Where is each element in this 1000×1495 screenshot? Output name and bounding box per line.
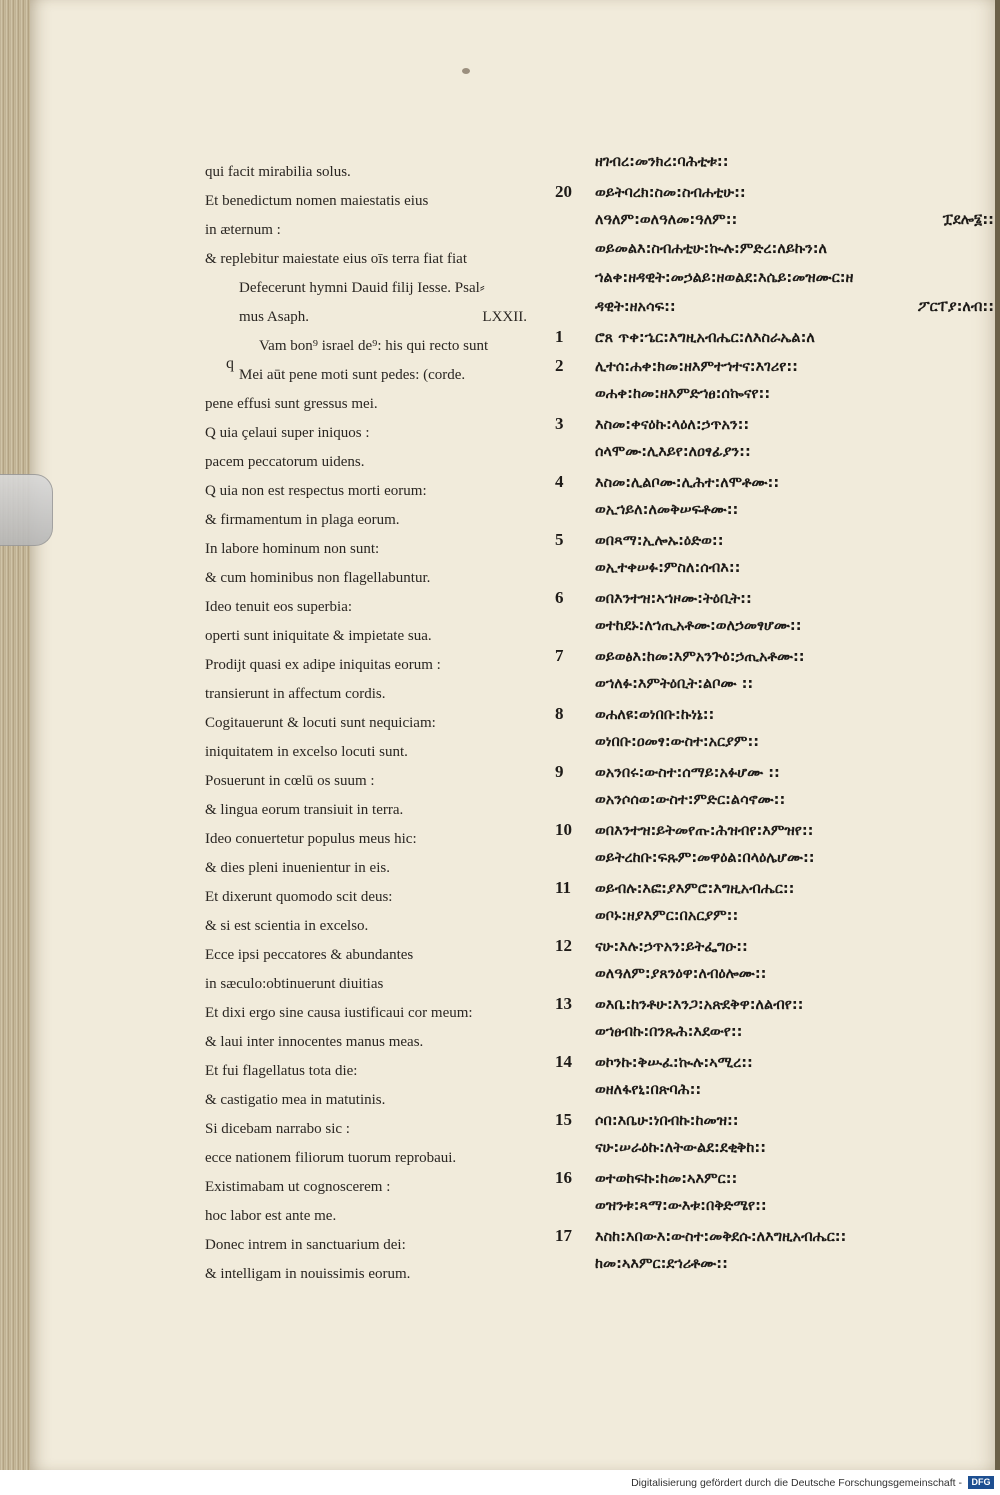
latin-line [205, 970, 535, 999]
initial-letter-guide: q [226, 355, 234, 372]
latin-line [205, 883, 535, 912]
page-tab [0, 474, 53, 546]
latin-line [205, 854, 535, 883]
verse-number: 10 [555, 820, 572, 839]
latin-line-text: Existimabam ut cognoscerem : [205, 1179, 391, 1195]
latin-line-text: Q uia çelaui super iniquos : [205, 425, 370, 441]
ethiopic-line [555, 1250, 1000, 1279]
latin-line [205, 1173, 535, 1202]
verse-number: 6 [555, 588, 564, 607]
verse-number: 2 [555, 356, 564, 375]
latin-line [205, 738, 535, 767]
latin-line-text: & si est scientia in excelso. [205, 918, 369, 934]
ethiopic-line [555, 177, 1000, 206]
ethiopic-line [555, 438, 1000, 467]
latin-line [205, 1086, 535, 1115]
ethiopic-line-text: ወበእንተዝ:ይትመየጡ:ሕዝብየ:እምዝየ:: [595, 823, 814, 839]
ethiopic-line-text: እስከ:እበውእ:ውስተ:መቅደሱ:ለእግዚአብሔር:: [595, 1229, 847, 1245]
ethiopic-line-text: ወተወከፍኩ:ከመ:ኣእምር:: [595, 1171, 738, 1187]
ethiopic-line [555, 728, 1000, 757]
latin-line [205, 1028, 535, 1057]
latin-line-text: pene effusi sunt gressus mei. [205, 396, 378, 412]
footer-bar [0, 1470, 1000, 1495]
verse-number: 8 [555, 704, 564, 723]
latin-line [205, 622, 535, 651]
latin-line [205, 332, 535, 361]
ethiopic-line-text: ወሐለዩ:ወነበቡ:ኩነኔ:: [595, 707, 715, 723]
ethiopic-line-text: ሮጸ ጥቀ:ኄር:እግዚአብሔር:ለእስራኤል:ለ [595, 330, 815, 346]
ethiopic-line-text: ወበእንተዝ:ኣኀዞሙ:ትዕቢት:: [595, 591, 752, 607]
latin-line [205, 564, 535, 593]
ethiopic-line-text: ወነበቡ:ዐመፃ:ውስተ:አርያም:: [595, 734, 760, 750]
latin-line [205, 216, 535, 245]
ethiopic-line-text: ወኢተቀሠፉ:ምስለ:ሰብእ:: [595, 560, 741, 576]
ethiopic-line [555, 351, 1000, 380]
latin-line-text: Ideo tenuit eos superbia: [205, 599, 353, 615]
ethiopic-line-text: ወይመልእ:ስብሐቲሁ:ኲሉ:ምድረ:ለይኩን:ለ [595, 241, 828, 257]
ethiopic-line-text: ኀልቀ:ዘዳዊት:መኃልይ:ዘወልደ:እሴይ:መዝሙር:ዘ [595, 270, 854, 286]
latin-line-text: Posuerunt in cœlū os suum : [205, 773, 375, 789]
latin-line-text: Defecerunt hymni Dauid filij Iesse. Psal⸗ [239, 280, 485, 296]
latin-line-text: mus Asaph. [239, 309, 310, 325]
dfg-logo: DFG [968, 1476, 994, 1489]
latin-line-text: pacem peccatorum uidens. [205, 454, 365, 470]
verse-number: 4 [555, 472, 564, 491]
verse-number: 13 [555, 994, 572, 1013]
latin-line-text: & laui inter innocentes manus meas. [205, 1034, 424, 1050]
latin-line [205, 651, 535, 680]
ethiopic-line-text: ወይትረከቡ:ፍጹም:መዋዕል:በላዕሌሆሙ:: [595, 850, 815, 866]
ethiopic-line-text: ወይወፅእ:ከመ:እምአንጕዕ:ኃጢአቶሙ:: [595, 649, 805, 665]
latin-line [205, 593, 535, 622]
ethiopic-line [555, 1134, 1000, 1163]
latin-line-text: transierunt in affectum cordis. [205, 686, 386, 702]
latin-line-text: Et fui flagellatus tota die: [205, 1063, 358, 1079]
ethiopic-line [555, 1018, 1000, 1047]
latin-line [205, 941, 535, 970]
ethiopic-line [555, 496, 1000, 525]
ethiopic-line [555, 960, 1000, 989]
ethiopic-line [555, 409, 1000, 438]
latin-line [205, 506, 535, 535]
ethiopic-line [555, 757, 1000, 786]
ethiopic-column [555, 148, 1000, 1279]
ethiopic-line [555, 699, 1000, 728]
ethiopic-heading-note: ፗደሎ፮:: [942, 212, 994, 228]
latin-line-text: & replebitur maiestate eius oīs terra fiat fiat [205, 251, 467, 267]
latin-line [205, 1231, 535, 1260]
ethiopic-line [555, 380, 1000, 409]
verse-number: 12 [555, 936, 572, 955]
ethiopic-line-text: ወኮንኩ:ቅሡፈ:ኲሉ:ኣሚረ:: [595, 1055, 753, 1071]
verse-number: 17 [555, 1226, 572, 1245]
ethiopic-line [555, 1192, 1000, 1221]
ethiopic-line-text: ከመ:ኣእምር:ደኀሪቶሙ:: [595, 1256, 728, 1272]
psalm-number: LXXII. [482, 309, 527, 325]
verse-number: 11 [555, 878, 572, 897]
latin-line-text: operti sunt iniquitate & impietate sua. [205, 628, 432, 644]
ethiopic-line-text: ወአንሶሰወ:ውስተ:ምድር:ልሳኖሙ:: [595, 792, 786, 808]
latin-column [205, 158, 535, 1289]
ethiopic-line-text: ናሁ:ሠራዕኩ:ለትውልደ:ደቂቅከ:: [595, 1140, 767, 1156]
verse-number: 5 [555, 530, 564, 549]
ethiopic-line-text: ዳዊት:ዘአሳፍ:: [595, 299, 676, 315]
ethiopic-line [555, 293, 1000, 322]
ethiopic-line-text: ወኢኀይለ:ለመቅሠፍቶሙ:: [595, 502, 739, 518]
latin-line [205, 187, 535, 216]
latin-line [205, 1115, 535, 1144]
ethiopic-line [555, 612, 1000, 641]
latin-line-text: Et dixerunt quomodo scit deus: [205, 889, 393, 905]
latin-line [205, 274, 535, 303]
ethiopic-line [555, 554, 1000, 583]
latin-line-text: In labore hominum non sunt: [205, 541, 380, 557]
latin-line [205, 999, 535, 1028]
ethiopic-line-text: ሰላሞሙ:ሊእይየ:ለዐፃፊያን:: [595, 444, 751, 460]
ethiopic-line [555, 641, 1000, 670]
ethiopic-line-text: ወሐቀ:ከመ:ዘእምድኀፀ:ሰኰናየ:: [595, 386, 771, 402]
ethiopic-line-text: ናሁ:እሉ:ኃጥአን:ይትፌግዑ:: [595, 939, 748, 955]
ethiopic-line [555, 815, 1000, 844]
latin-line [205, 767, 535, 796]
latin-line-text: Mei aūt pene moti sunt pedes: (corde. [239, 367, 466, 383]
ethiopic-line-text: ሶበ:እቤሁ:ነበብኩ:ከመዝ:: [595, 1113, 739, 1129]
verse-number: 15 [555, 1110, 572, 1129]
latin-line [205, 680, 535, 709]
ethiopic-line-text: ወዘለፋየኒ:በጽባሕ:: [595, 1082, 702, 1098]
latin-line-text: Et dixi ergo sine causa iustificaui cor meum: [205, 1005, 473, 1021]
latin-line-text: & castigatio mea in matutinis. [205, 1092, 386, 1108]
ethiopic-line-text: ለዓለም:ወለዓለመ:ዓለም:: [595, 212, 738, 228]
ethiopic-line-text: እስመ:ቀናዕኩ:ላዕለ:ኃጥአን:: [595, 417, 750, 433]
latin-line [205, 303, 535, 332]
ethiopic-line-text: ወዝንቱ:ጻማ:ውእቱ:በቅድሜየ:: [595, 1198, 767, 1214]
ethiopic-line [555, 206, 1000, 235]
ethiopic-line [555, 902, 1000, 931]
latin-line [205, 1260, 535, 1289]
latin-line [205, 1144, 535, 1173]
book-edge [0, 0, 31, 1470]
latin-line-text: Ecce ipsi peccatores & abundantes [205, 947, 414, 963]
ethiopic-line [555, 1105, 1000, 1134]
latin-line [205, 796, 535, 825]
latin-line [205, 245, 535, 274]
ethiopic-line [555, 873, 1000, 902]
latin-line-text: & lingua eorum transiuit in terra. [205, 802, 404, 818]
ethiopic-line [555, 931, 1000, 960]
ethiopic-line [555, 989, 1000, 1018]
verse-number: 14 [555, 1052, 572, 1071]
ethiopic-line-text: ወኀለፉ:እምትዕቢት:ልቦሙ :: [595, 676, 754, 692]
verse-number: 3 [555, 414, 564, 433]
latin-line-text: Et benedictum nomen maiestatis eius [205, 193, 429, 209]
latin-line-text: Q uia non est respectus morti eorum: [205, 483, 427, 499]
latin-line-text: Vam bon⁹ israel de⁹: his qui recto sunt [259, 338, 489, 354]
ethiopic-line-text: ወቦኑ:ዘያእምር:በአርያም:: [595, 908, 739, 924]
ethiopic-line-text: ወተከደኑ:ለኀጢአቶሙ:ወለኃመፃሆሙ:: [595, 618, 802, 634]
latin-line [205, 158, 535, 187]
ethiopic-line [555, 786, 1000, 815]
latin-line-text: Ideo conuertetur populus meus hic: [205, 831, 417, 847]
ethiopic-line-text: ወበጻማ:ኢሎኡ:ዕድወ:: [595, 533, 724, 549]
latin-line-text: & dies pleni inuenientur in eis. [205, 860, 390, 876]
funding-note: Digitalisierung gefördert durch die Deutsche Forschungsgemeinschaft - [631, 1477, 962, 1489]
latin-line-text: Cogitauerunt & locuti sunt nequiciam: [205, 715, 436, 731]
ethiopic-line [555, 583, 1000, 612]
ethiopic-line [555, 467, 1000, 496]
latin-line-text: & firmamentum in plaga eorum. [205, 512, 400, 528]
verse-number: 16 [555, 1168, 572, 1187]
ethiopic-line [555, 322, 1000, 351]
verse-number: 7 [555, 646, 564, 665]
ethiopic-line-text: ሊተሰ:ሐቀ:ክመ:ዘእምተኀተና:እገሪየ:: [595, 359, 798, 375]
ethiopic-line-text: ዘገብረ:መንክረ:ባሕቲቱ:: [595, 154, 729, 170]
latin-line [205, 825, 535, 854]
latin-line [205, 361, 535, 390]
latin-line [205, 912, 535, 941]
ethiopic-line [555, 148, 1000, 177]
ethiopic-line [555, 525, 1000, 554]
ethiopic-line-text: ወለዓለም:ያጸንዕዋ:ለብዕሎሙ:: [595, 966, 767, 982]
latin-line [205, 535, 535, 564]
latin-line-text: Donec intrem in sanctuarium dei: [205, 1237, 406, 1253]
latin-line-text: Prodijt quasi ex adipe iniquitas eorum : [205, 657, 441, 673]
latin-line-text: & cum hominibus non flagellabuntur. [205, 570, 431, 586]
latin-line [205, 1202, 535, 1231]
ethiopic-line [555, 670, 1000, 699]
ink-speck [462, 68, 470, 74]
ethiopic-line [555, 1047, 1000, 1076]
verse-number: 9 [555, 762, 564, 781]
ethiopic-line [555, 264, 1000, 293]
ethiopic-line-text: ወአንበሩ:ውስተ:ሰማይ:አፉሆሙ :: [595, 765, 780, 781]
latin-line-text: & intelligam in nouissimis eorum. [205, 1266, 411, 1282]
ethiopic-heading-note: ፖርፐያ:ለብ:: [917, 299, 994, 315]
ethiopic-line [555, 844, 1000, 873]
latin-line-text: ecce nationem filiorum tuorum reprobaui. [205, 1150, 457, 1166]
latin-line-text: Si dicebam narrabo sic : [205, 1121, 350, 1137]
latin-line-text: in æternum : [205, 222, 281, 238]
latin-line-text: hoc labor est ante me. [205, 1208, 337, 1224]
latin-line-text: in sæculo:obtinuerunt diuitias [205, 976, 384, 992]
ethiopic-line-text: ወኀፀብኩ:በንጹሕ:እደውየ:: [595, 1024, 743, 1040]
verse-number: 1 [555, 327, 564, 346]
latin-line [205, 477, 535, 506]
latin-line-text: qui facit mirabilia solus. [205, 164, 351, 180]
latin-line [205, 390, 535, 419]
verse-number: 20 [555, 182, 572, 201]
ethiopic-line [555, 1221, 1000, 1250]
latin-line [205, 709, 535, 738]
ethiopic-line-text: እስመ:ሊልቦሙ:ሊሕተ:ለሞቶሙ:: [595, 475, 780, 491]
ethiopic-line-text: ወእቤ:ከንቶሁ:እንጋ:አጽደቅዋ:ለልብየ:: [595, 997, 804, 1013]
latin-line [205, 448, 535, 477]
latin-line [205, 419, 535, 448]
latin-line-text: iniquitatem in excelso locuti sunt. [205, 744, 408, 760]
ethiopic-line-text: ወይትባረክ:ስመ:ስብሐቲሁ:: [595, 185, 746, 201]
ethiopic-line [555, 1163, 1000, 1192]
ethiopic-line [555, 235, 1000, 264]
latin-line [205, 1057, 535, 1086]
ethiopic-line [555, 1076, 1000, 1105]
ethiopic-line-text: ወይብሉ:እፎ:ያእምሮ:እግዚአብሔር:: [595, 881, 795, 897]
